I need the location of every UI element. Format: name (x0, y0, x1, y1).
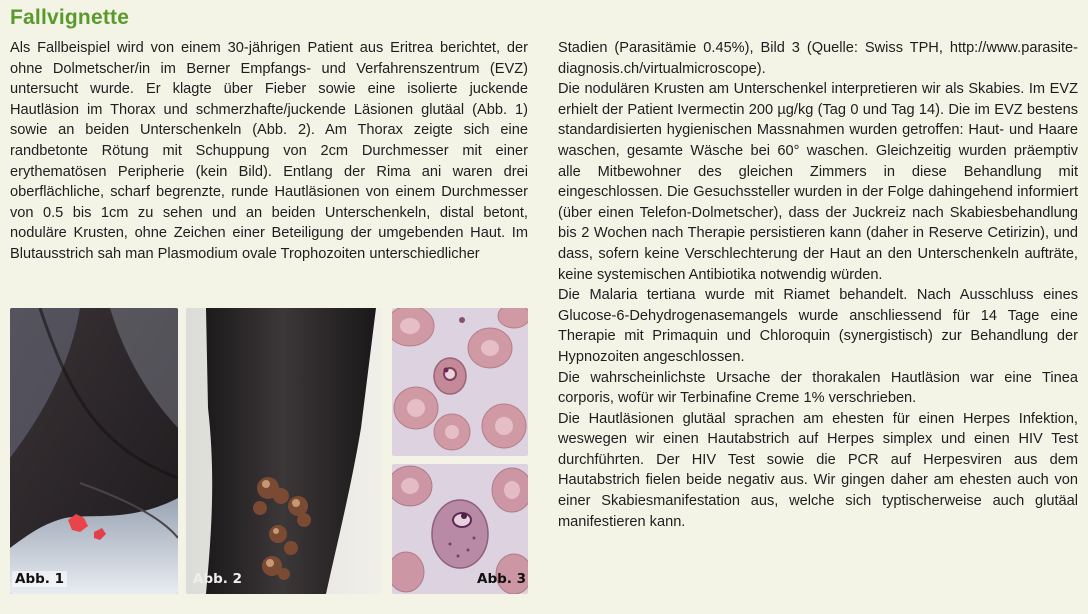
paragraph-case-intro: Als Fallbeispiel wird von einem 30-jährigen Patient aus Eritrea berichtet, der ohne Dolmetscher/in im Berner Empfangs- und Verfahrenszentrum (EVZ) untersucht wurde. Er klagte über Fieber sowie eine isolierte juckende Hautläsion im Thorax und schmerzhafte/juckende Läsionen glutäal (Abb. 1) sowie an beiden Unterschenkeln (Abb. 2). Am Thorax zeigte sich eine randbetonte Rötung mit Schuppung von 2cm Durchmesser mit einer erythematösen Peripherie (kein Bild). Entlang der Rima ani waren drei oberflächliche, scharf begrenzte, runde Hautläsionen von einem Durchmesser von 0.5 bis 1cm zu sehen und an beiden Unterschenkeln, distal betont, noduläre Krusten, ohne Zeichen einer Beteiligung der umgebenden Haut. Im Blutausstrich sah man Plasmodium ovale Trophozoiten unterschiedlicher (10, 40, 528, 262)
paragraph-skabies: Die nodulären Krusten am Unterschenkel interpretieren wir als Skabies. Im EVZ erhielt der Patient Ivermectin 200 µg/kg (Tag 0 und Tag 14). Die im EVZ bestens standardisierten hygienischen Massnahmen wurden getroffen: Haut- und Haare waschen, gesamte Wäsche bei 60° waschen. Gleichzeitig wurden präemptiv alle Mitbewohner des gleichen Zimmers in diese Behandlung mit eingeschlossen. Die Gesuchssteller wurden in der Folge dahingehend informiert (über einen Telefon-Dolmetscher), dass der Juckreiz nach Skabiesbehandlung bis 2 Wochen nach Therapie persistieren kann (daher in Reserve Cetirizin), und dass, sofern keine Verschlechterung der Haut an den Unterschenkeln aufträte, keine systemischen Antibiotika notwendig würden. (558, 81, 1078, 283)
paragraph-stadien: Stadien (Parasitämie 0.45%), Bild 3 (Quelle: Swiss TPH, http://www.parasite-diagnosis.ch/virtualmicroscope). (558, 40, 1078, 77)
paragraph-herpes: Die Hautläsionen glutäal sprachen am ehesten für einen Herpes Infektion, weswegen wir einen Hautabstrich auf Herpes simplex und einen HIV Test durchführten. Der HIV Test sowie die PCR auf Herpesviren aus dem Hautabstrich fielen beide negativ aus. Wir gingen daher am ehesten auch von einer Skabiesmanifestation aus, welche sich typtischerweise auch glutäal manifestieren kann. (558, 410, 1078, 530)
figure-abb3-smear-top (392, 308, 528, 456)
paragraph-malaria: Die Malaria tertiana wurde mit Riamet behandelt. Nach Ausschluss eines Glucose-6-Dehydrogenasemangels wurde anschliessend für 14 Tage eine Therapie mit Primaquin und Chloroquin (synergistisch) zur Behandlung der Hypnozoiten angeschlossen. (558, 287, 1078, 365)
figure-abb2-photo (186, 308, 382, 594)
figure-caption-abb1: Abb. 1 (12, 571, 67, 587)
figure-abb1-photo (10, 308, 178, 594)
section-title: Fallvignette (10, 6, 130, 29)
right-text-column (558, 38, 1078, 532)
left-text-column (10, 38, 528, 265)
figure-caption-abb2: Abb. 2 (193, 571, 242, 587)
figure-caption-abb3: Abb. 3 (477, 571, 526, 587)
paragraph-tinea: Die wahrscheinlichste Ursache der thorakalen Hautläsion war eine Tinea corporis, wofür wir Terbinafine Creme 1% verschrieben. (558, 369, 1078, 407)
